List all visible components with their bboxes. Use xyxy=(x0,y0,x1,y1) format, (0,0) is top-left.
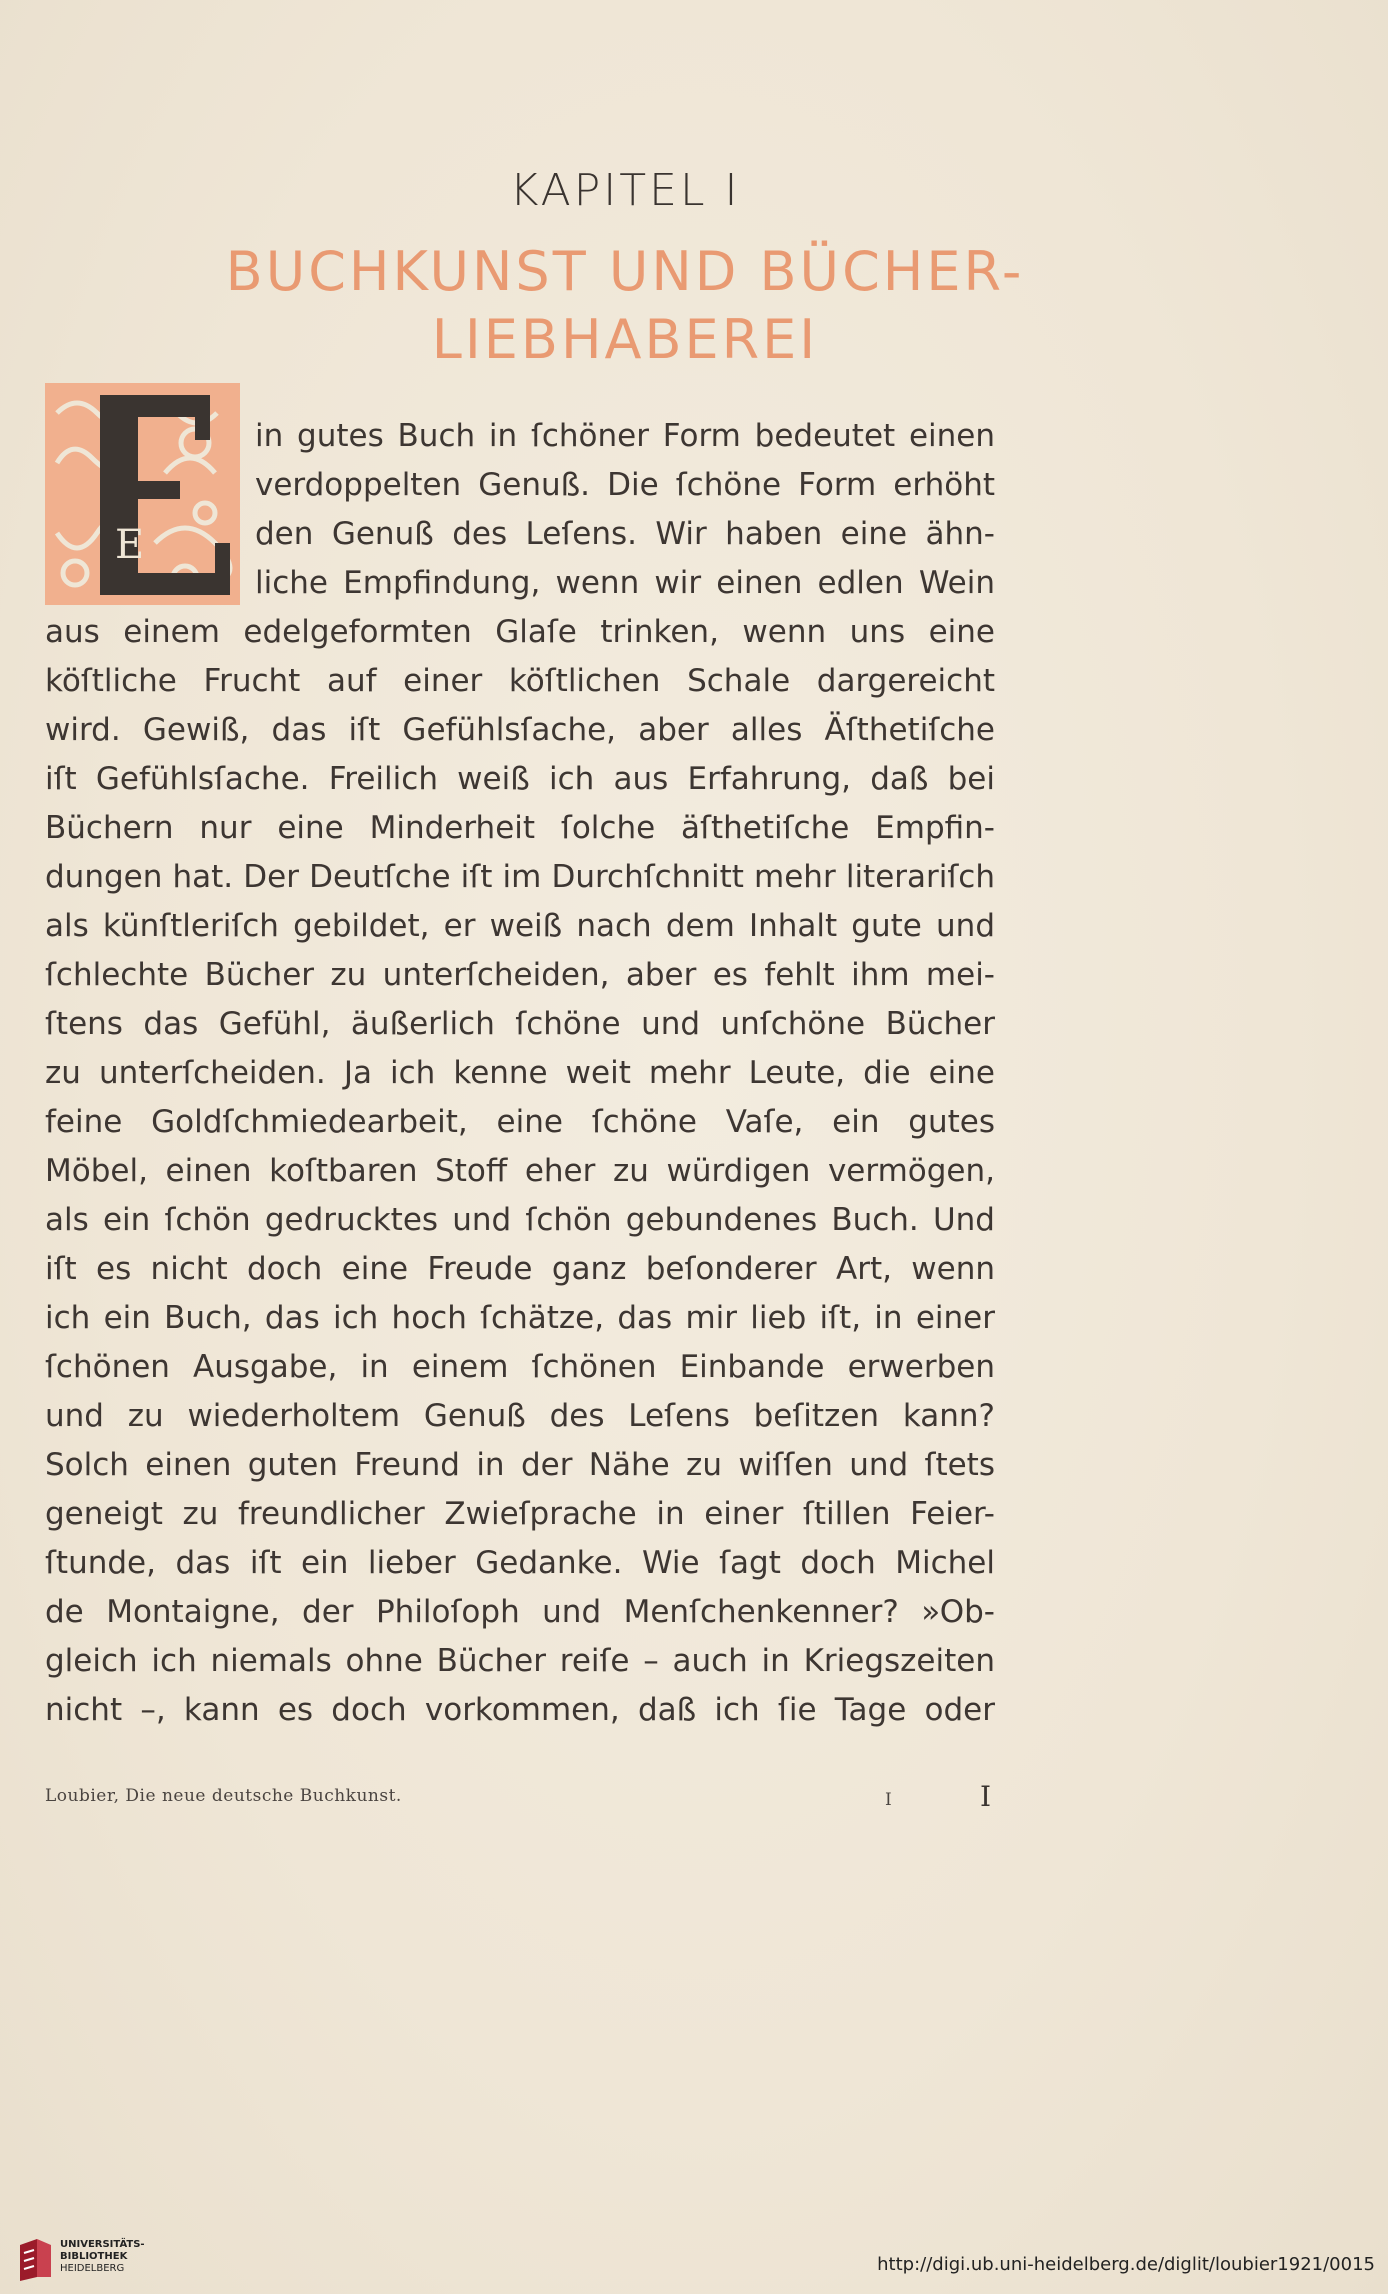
body-line: in gutes Buch in ſchöner Form bedeutet einen xyxy=(255,418,995,454)
ornamental-initial-e-icon xyxy=(45,383,240,605)
body-line: iſt es nicht doch eine Freude ganz beſonderer Art, wenn xyxy=(45,1251,995,1287)
body-line: Möbel, einen koſtbaren Stoff eher zu würdigen vermögen, xyxy=(45,1153,995,1189)
body-line: den Genuß des Leſens. Wir haben eine ähn- xyxy=(255,516,995,552)
body-line: ſtens das Gefühl, äußerlich ſchöne und unſchöne Bücher xyxy=(45,1006,995,1042)
drop-cap-letter: E xyxy=(115,522,145,568)
body-line: aus einem edelgeformten Glaſe trinken, wenn uns eine xyxy=(45,614,995,650)
body-line: liche Empfindung, wenn wir einen edlen Wein xyxy=(255,565,995,601)
chapter-title-line-2: LIEBHABEREI xyxy=(431,308,819,371)
footer-page-number: I xyxy=(980,1780,992,1813)
source-url-link[interactable]: http://digi.ub.uni-heidelberg.de/diglit/loubier1921/0015 xyxy=(877,2254,1375,2275)
library-logo-icon xyxy=(15,2237,55,2282)
footer-sheet-number: I xyxy=(885,1790,892,1810)
body-line: iſt Gefühlsſache. Freilich weiß ich aus Erfahrung, daß bei xyxy=(45,761,995,797)
library-name-line: BIBLIOTHEK xyxy=(60,2251,128,2262)
body-line: ſtunde, das iſt ein lieber Gedanke. Wie ſagt doch Michel xyxy=(45,1545,995,1581)
library-name xyxy=(60,2239,145,2275)
chapter-title-line-1: BUCHKUNST UND BÜCHER- xyxy=(225,240,1025,303)
library-name-line: HEIDELBERG xyxy=(60,2263,125,2274)
body-line: feine Goldſchmiedearbeit, eine ſchöne Vaſe, ein gutes xyxy=(45,1104,995,1140)
body-line: köſtliche Frucht auf einer köſtlichen Schale dargereicht xyxy=(45,663,995,699)
body-line: Solch einen guten Freund in der Nähe zu wiſſen und ſtets xyxy=(45,1447,995,1483)
chapter-heading: KAPITEL I xyxy=(509,165,741,216)
body-line: und zu wiederholtem Genuß des Leſens beſitzen kann? xyxy=(45,1398,995,1434)
body-line: verdoppelten Genuß. Die ſchöne Form erhöht xyxy=(255,467,995,503)
body-line: als künſtleriſch gebildet, er weiß nach dem Inhalt gute und xyxy=(45,908,995,944)
body-line: de Montaigne, der Philoſoph und Menſchenkenner? »Ob- xyxy=(45,1594,995,1630)
body-line: wird. Gewiß, das iſt Gefühlsſache, aber alles Äſthetiſche xyxy=(45,712,995,748)
body-line: zu unterſcheiden. Ja ich kenne weit mehr Leute, die eine xyxy=(45,1055,995,1091)
body-line: als ein ſchön gedrucktes und ſchön gebundenes Buch. Und xyxy=(45,1202,995,1238)
body-line: geneigt zu freundlicher Zwieſprache in einer ſtillen Feier- xyxy=(45,1496,995,1532)
body-line: dungen hat. Der Deutſche iſt im Durchſchnitt mehr literariſch xyxy=(45,859,995,895)
body-line: gleich ich niemals ohne Bücher reiſe – auch in Kriegszeiten xyxy=(45,1643,995,1679)
body-line: ich ein Buch, das ich hoch ſchätze, das mir lieb iſt, in einer xyxy=(45,1300,995,1336)
body-line: ſchlechte Bücher zu unterſcheiden, aber es fehlt ihm mei- xyxy=(45,957,995,993)
library-name-line: UNIVERSITÄTS- xyxy=(60,2239,145,2250)
body-line: ſchönen Ausgabe, in einem ſchönen Einbande erwerben xyxy=(45,1349,995,1385)
body-line: Büchern nur eine Minderheit ſolche äſthetiſche Empfin- xyxy=(45,810,995,846)
footer-signature: Loubier, Die neue deutsche Buchkunst. xyxy=(45,1786,402,1806)
body-line: nicht –, kann es doch vorkommen, daß ich ſie Tage oder xyxy=(45,1692,995,1728)
